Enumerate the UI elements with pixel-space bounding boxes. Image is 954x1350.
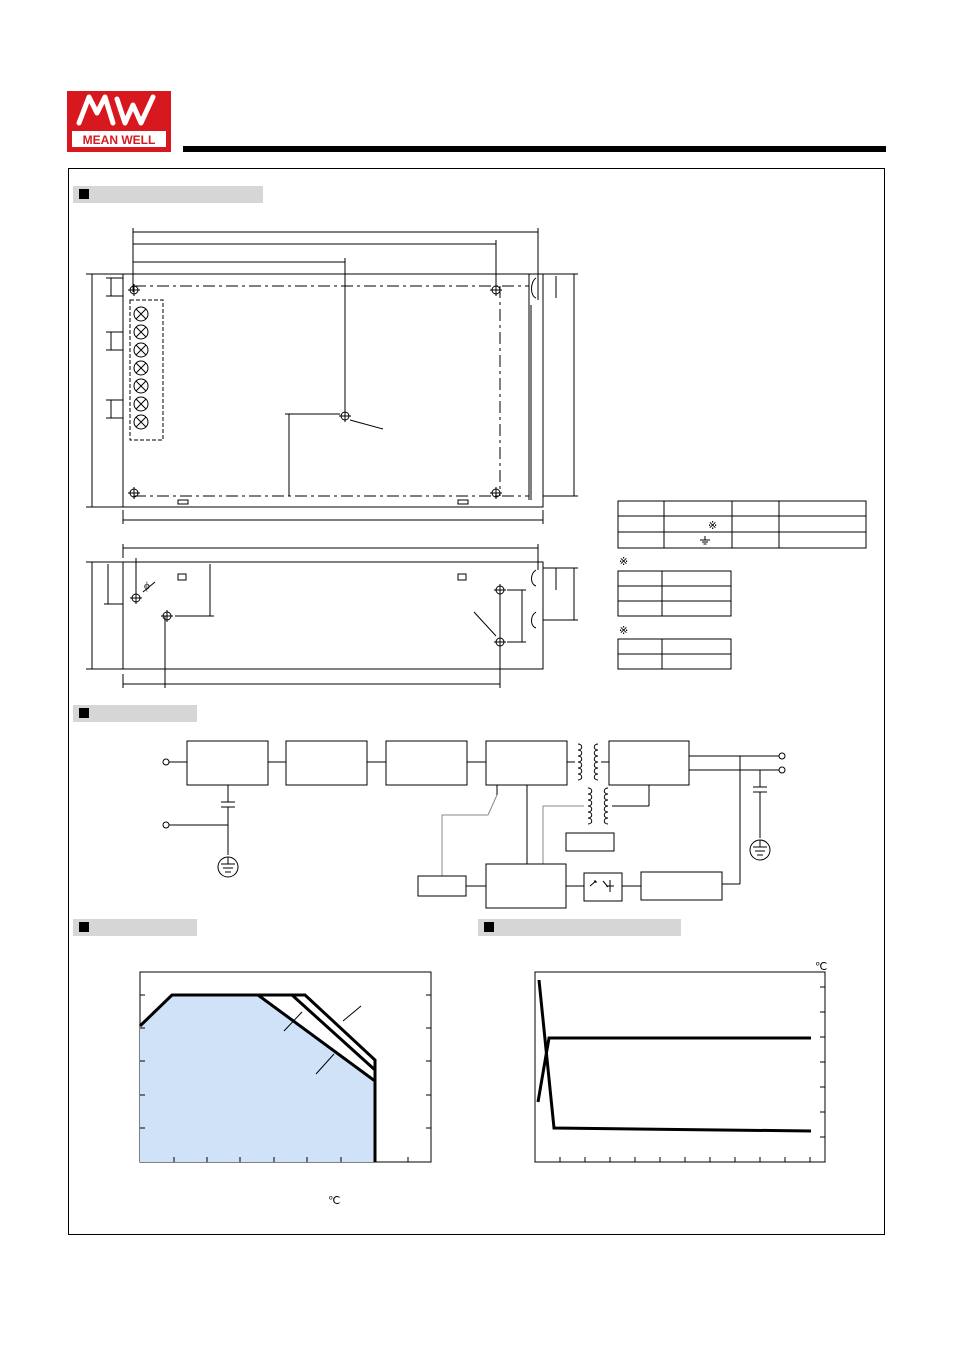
output-rectifier-block <box>609 741 689 785</box>
static-celsius-unit: ℃ <box>815 961 828 973</box>
connector-table-1 <box>618 571 731 616</box>
static-characteristics-chart <box>535 972 825 1162</box>
detection-circuit-block <box>641 872 722 900</box>
pfc-block <box>386 741 467 785</box>
block-diagram <box>163 741 785 908</box>
asterisk-note-mark: ※ <box>619 556 629 568</box>
asterisk-note-mark: ※ <box>619 625 629 637</box>
mounting-holes-top <box>128 284 502 499</box>
mechanical-side-view <box>86 544 578 688</box>
terminal-pin-table <box>618 501 866 548</box>
rectifier-block <box>286 741 367 785</box>
protection-block <box>418 876 466 896</box>
derating-celsius-unit: ℃ <box>328 1195 341 1207</box>
mechanical-top-view <box>86 228 578 524</box>
derating-curve-chart <box>140 972 431 1162</box>
terminal-screws <box>134 307 148 429</box>
emi-filter-block <box>187 741 268 785</box>
power-switching-block <box>486 741 567 785</box>
pwm-control-block <box>486 864 566 908</box>
diameter-symbol: ϕ <box>144 580 150 592</box>
photo-coupler <box>584 873 622 901</box>
svg-text:MEAN WELL: MEAN WELL <box>82 133 156 147</box>
connector-table-2 <box>618 639 731 669</box>
asterisk-note-mark: ※ <box>708 520 718 532</box>
